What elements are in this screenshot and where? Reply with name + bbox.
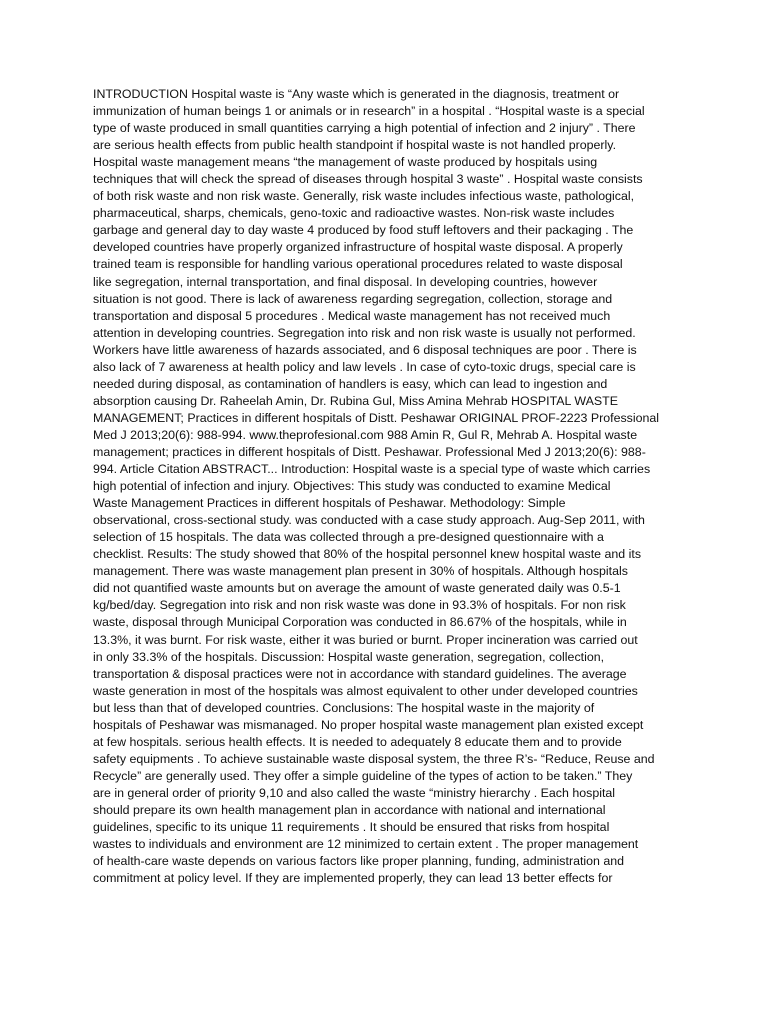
text-line: Hospital waste management means “the management of waste produced by hospitals using <box>93 155 598 170</box>
text-line: should prepare its own health management plan in accordance with national and international <box>93 802 606 817</box>
text-line: in only 33.3% of the hospitals. Discussion: Hospital waste generation, segregation, collection, <box>93 649 605 664</box>
text-line: at few hospitals. serious health effects. It is needed to adequately 8 educate them and to provide <box>93 734 622 749</box>
text-line: management; practices in different hospitals of Distt. Peshawar. Professional Med J 2013;20(6): 988- <box>93 444 646 459</box>
text-line: kg/bed/day. Segregation into risk and non risk waste was done in 93.3% of hospitals. For non risk <box>93 598 626 613</box>
text-line: selection of 15 hospitals. The data was collected through a pre-designed questionnaire with a <box>93 530 604 545</box>
text-line: pharmaceutical, sharps, chemicals, geno-toxic and radioactive wastes. Non-risk waste includes <box>93 206 615 221</box>
text-line: are serious health effects from public health standpoint if hospital waste is not handled properly. <box>93 138 617 153</box>
text-line: techniques that will check the spread of diseases through hospital 3 waste” . Hospital waste consists <box>93 172 643 187</box>
text-line: also lack of 7 awareness at health policy and law levels . In case of cyto-toxic drugs, special care is <box>93 359 636 374</box>
text-line: Waste Management Practices in different hospitals of Peshawar. Methodology: Simple <box>93 496 566 511</box>
text-line: checklist. Results: The study showed that 80% of the hospital personnel knew hospital waste and its <box>93 547 642 562</box>
text-line: 13.3%, it was burnt. For risk waste, either it was buried or burnt. Proper incineration was carried out <box>93 632 638 647</box>
text-line: INTRODUCTION Hospital waste is “Any waste which is generated in the diagnosis, treatment or <box>93 87 620 101</box>
text-line: attention in developing countries. Segregation into risk and non risk waste is usually not performed. <box>93 325 636 340</box>
text-line: situation is not good. There is lack of awareness regarding segregation, collection, storage and <box>93 291 613 306</box>
text-line: commitment at policy level. If they are implemented properly, they can lead 13 better effects for <box>93 871 613 886</box>
text-line: trained team is responsible for handling various operational procedures related to waste disposal <box>93 257 623 272</box>
text-line: garbage and general day to day waste 4 produced by food stuff leftovers and their packaging . The <box>93 223 634 238</box>
text-line: 994. Article Citation ABSTRACT... Introduction: Hospital waste is a special type of waste which carries <box>93 462 651 477</box>
text-line: observational, cross-sectional study. was conducted with a case study approach. Aug-Sep 2011, with <box>93 513 645 528</box>
text-line: waste generation in most of the hospitals was almost equivalent to other under developed countries <box>93 683 638 698</box>
text-line: of health-care waste depends on various factors like proper planning, funding, administration and <box>93 854 625 869</box>
text-line <box>93 887 693 904</box>
text-line: type of waste produced in small quantities carrying a high potential of infection and 2 injury” . There <box>93 121 636 136</box>
text-line: transportation & disposal practices were not in accordance with standard guidelines. The average <box>93 666 627 681</box>
text-line: like segregation, internal transportation, and final disposal. In developing countries, however <box>93 274 598 289</box>
text-line: Med J 2013;20(6): 988-994. www.theprofesional.com 988 Amin R, Gul R, Mehrab A. Hospital waste <box>93 427 638 442</box>
text-line: needed during disposal, as contamination of handlers is easy, which can lead to ingestion and <box>93 376 608 391</box>
text-line: guidelines, specific to its unique 11 requirements . It should be ensured that risks from hospital <box>93 820 610 835</box>
text-line: MANAGEMENT; Practices in different hospitals of Distt. Peshawar ORIGINAL PROF-2223 Professional <box>93 410 660 425</box>
text-line: management. There was waste management plan present in 30% of hospitals. Although hospitals <box>93 564 628 579</box>
text-line: immunization of human beings 1 or animals or in research” in a hospital . “Hospital waste is a special <box>93 104 645 119</box>
text-line: developed countries have properly organized infrastructure of hospital waste disposal. A properly <box>93 240 623 255</box>
body-text <box>93 86 693 904</box>
text-line: Recycle” are generally used. They offer a simple guideline of the types of action to be taken.” They <box>93 768 633 783</box>
text-line: Workers have little awareness of hazards associated, and 6 disposal techniques are poor . There is <box>93 342 637 357</box>
text-line: absorption causing Dr. Raheelah Amin, Dr. Rubina Gul, Miss Amina Mehrab HOSPITAL WASTE <box>93 393 618 408</box>
text-line: hospitals of Peshawar was mismanaged. No proper hospital waste management plan existed except <box>93 717 644 732</box>
text-line: safety equipments . To achieve sustainable waste disposal system, the three R’s- “Reduce, Reuse and <box>93 751 655 766</box>
text-line: transportation and disposal 5 procedures . Medical waste management has not received much <box>93 308 611 323</box>
text-line: high potential of infection and injury. Objectives: This study was conducted to examine Medical <box>93 479 611 494</box>
text-line: did not quantified waste amounts but on average the amount of waste generated daily was 0.5-1 <box>93 581 621 596</box>
text-line: are in general order of priority 9,10 and also called the waste “ministry hierarchy . Each hospital <box>93 785 616 800</box>
text-line: waste, disposal through Municipal Corporation was conducted in 86.67% of the hospitals, while in <box>93 615 627 630</box>
text-line: but less than that of developed countries. Conclusions: The hospital waste in the majority of <box>93 700 595 715</box>
text-line: of both risk waste and non risk waste. Generally, risk waste includes infectious waste, pathological, <box>93 189 635 204</box>
text-line: wastes to individuals and environment are 12 minimized to certain extent . The proper management <box>93 837 639 852</box>
